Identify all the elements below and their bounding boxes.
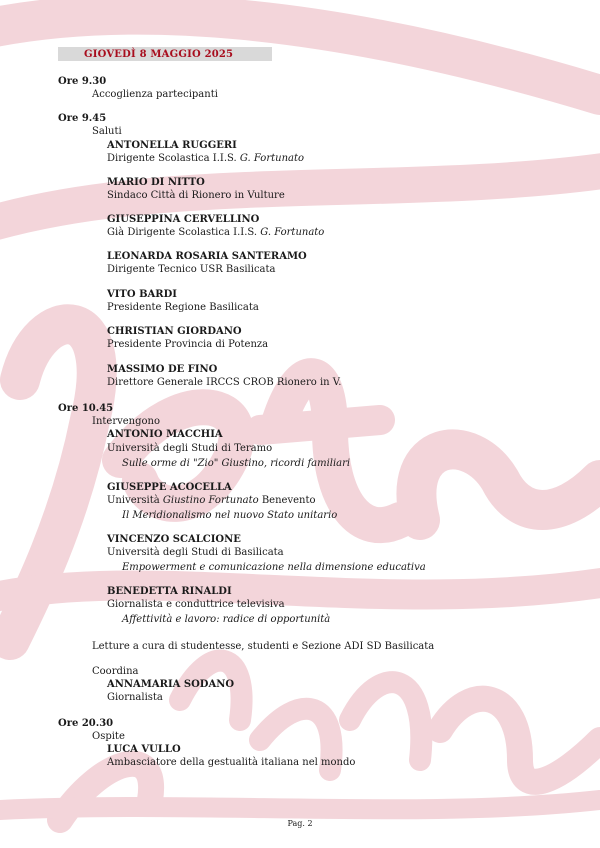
talk-title: Il Meridionalismo nel nuovo Stato unitario [122,510,338,521]
readings-note: Letture a cura di studentesse, studenti e Sezione ADI SD Basilicata [92,641,435,652]
speaker-name: GIUSEPPINA CERVELLINO [107,214,260,225]
speaker-role: Sindaco Città di Rionero in Vulture [107,190,285,201]
speaker-name: VITO BARDI [107,289,177,300]
session-time: Ore 20.30 [58,718,114,729]
speaker-name: MASSIMO DE FINO [107,364,218,375]
page-number: Pag. 2 [287,819,313,828]
speaker-name: ANTONIO MACCHIA [107,429,223,440]
session-label: Saluti [92,126,122,137]
session-time: Ore 9.45 [58,113,107,124]
speaker-name: ANTONELLA RUGGERI [107,140,237,151]
speaker-role: Dirigente Tecnico USR Basilicata [107,264,276,275]
speaker-role: Università Giustino Fortunato Benevento [107,495,316,506]
session-label: Intervengono [92,416,160,427]
session-time: Ore 10.45 [58,403,114,414]
speaker-name: VINCENZO SCALCIONE [107,534,241,545]
session-label: Ospite [92,731,125,742]
speaker-name: GIUSEPPE ACOCELLA [107,482,232,493]
moderator-role: Giornalista [107,692,163,703]
speaker-role: Presidente Provincia di Potenza [107,339,269,350]
date-header: GIOVEDÌ 8 MAGGIO 2025 [84,49,234,60]
speaker-role: Giornalista e conduttrice televisiva [107,599,285,610]
talk-title: Affettività e lavoro: radice di opportunità [122,614,331,625]
session-time: Ore 9.30 [58,76,107,87]
speaker-name: CHRISTIAN GIORDANO [107,326,242,337]
moderator-name: ANNAMARIA SODANO [107,679,235,690]
speaker-role: Dirigente Scolastica I.I.S. G. Fortunato [107,153,305,164]
session-label: Accoglienza partecipanti [92,89,218,100]
speaker-role: Università degli Studi di Teramo [107,443,273,454]
speaker-name: LEONARDA ROSARIA SANTERAMO [107,251,307,262]
speaker-role: Direttore Generale IRCCS CROB Rionero in V. [107,377,342,388]
speaker-role: Già Dirigente Scolastica I.I.S. G. Fortunato [107,227,325,238]
speaker-role: Ambasciatore della gestualità italiana nel mondo [107,757,356,768]
speaker-role: Università degli Studi di Basilicata [107,547,284,558]
talk-title: Sulle orme di "Zio" Giustino, ricordi familiari [122,458,351,469]
speaker-name: BENEDETTA RINALDI [107,586,232,597]
speaker-role: Presidente Regione Basilicata [107,302,259,313]
talk-title: Empowerment e comunicazione nella dimensione educativa [122,562,426,573]
speaker-name: LUCA VULLO [107,744,181,755]
moderator-label: Coordina [92,666,139,677]
speaker-name: MARIO DI NITTO [107,177,205,188]
